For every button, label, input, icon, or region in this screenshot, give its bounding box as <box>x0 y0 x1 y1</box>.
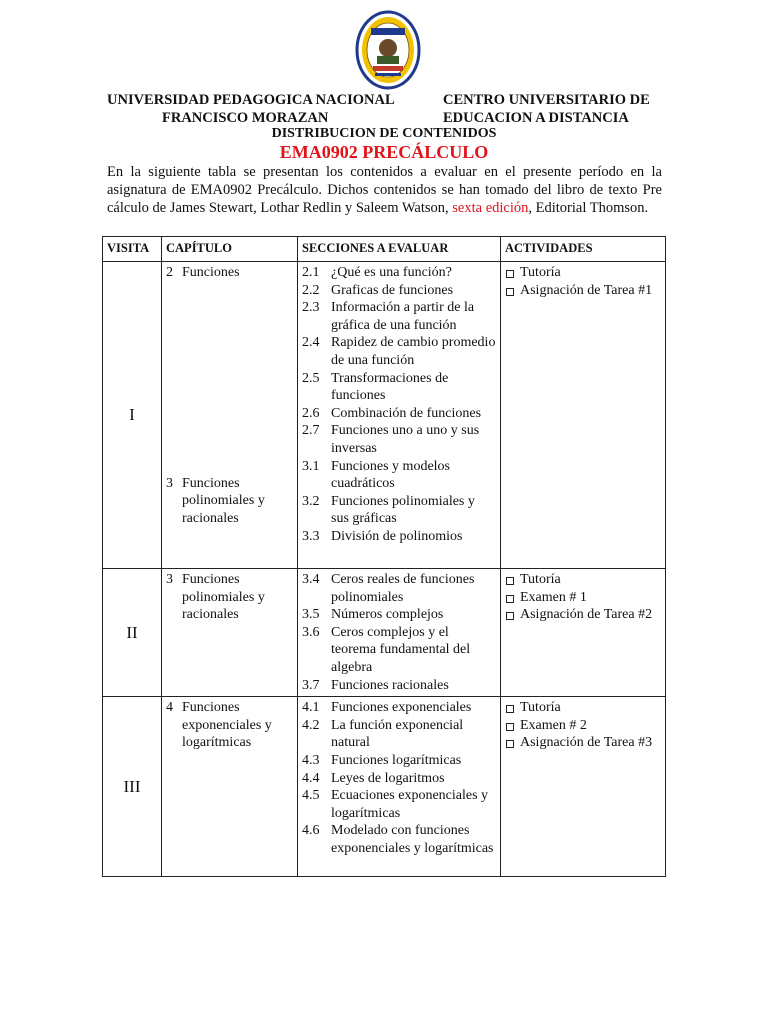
section-item <box>302 770 496 788</box>
section-title: Ceros reales de funciones polinomiales <box>331 572 475 605</box>
visita-cell: II <box>103 569 162 697</box>
section-title: Transformaciones de funciones <box>331 370 449 404</box>
center-name-line2: EDUCACION A DISTANCIA <box>443 110 629 126</box>
section-title: Funciones y modelos cuadráticos <box>331 458 450 492</box>
center-name-line1: CENTRO UNIVERSITARIO DE <box>443 92 650 108</box>
section-item <box>302 624 496 677</box>
chapter-cell <box>162 569 298 697</box>
checkbox-bullet-icon <box>506 288 514 296</box>
header-actividades: ACTIVIDADES <box>501 237 666 262</box>
section-number: 3.6 <box>302 624 320 640</box>
activity-label: Tutoría <box>520 700 561 716</box>
chapter-title: Funciones exponenciales y logarítmicas <box>182 700 272 751</box>
section-item <box>302 422 496 457</box>
header-secciones: SECCIONES A EVALUAR <box>298 237 501 262</box>
activity-item <box>505 734 661 752</box>
section-title: Leyes de logaritmos <box>331 770 445 786</box>
activity-label: Asignación de Tarea #1 <box>520 282 653 298</box>
activity-item <box>505 606 661 624</box>
university-name-line1: UNIVERSIDAD PEDAGOGICA NACIONAL <box>107 92 395 108</box>
section-title: Modelado con funciones exponenciales y logarítmicas <box>331 823 494 856</box>
table-body <box>103 262 666 877</box>
intro-text-before: En la siguiente tabla se presentan los contenidos a evaluar en el presente período en la asignatura de EMA0902 Precálculo. Dichos contenidos se han tomado del libro de texto Pre cálculo de James Stewart, Lothar Redlin y Saleem Watson, <box>107 164 662 216</box>
section-number: 4.1 <box>302 700 320 716</box>
section-title: Números complejos <box>331 607 444 623</box>
section-item <box>302 405 496 423</box>
activity-label: Tutoría <box>520 265 561 280</box>
chapter-number: 3 <box>166 572 173 587</box>
chapter-title: Funciones polinomiales y racionales <box>182 475 265 526</box>
section-title: Combinación de funciones <box>331 405 482 421</box>
content-table <box>102 236 666 877</box>
checkbox-bullet-icon <box>506 705 514 713</box>
section-number: 2.4 <box>302 335 320 351</box>
section-number: 2.1 <box>302 265 320 280</box>
activity-item <box>505 717 661 735</box>
section-item <box>302 370 496 405</box>
section-number: 3.5 <box>302 607 320 623</box>
document-subtitle: DISTRIBUCION DE CONTENIDOS <box>271 126 497 141</box>
checkbox-bullet-icon <box>506 577 514 585</box>
section-item <box>302 528 496 546</box>
section-title: Graficas de funciones <box>331 282 454 298</box>
activity-label: Asignación de Tarea #2 <box>520 607 653 623</box>
activities-cell <box>501 262 666 569</box>
activity-label: Asignación de Tarea #3 <box>520 735 653 751</box>
chapter-number: 3 <box>166 475 173 491</box>
section-number: 3.1 <box>302 458 320 474</box>
intro-text-after: , Editorial Thomson. <box>528 200 649 216</box>
section-item <box>302 717 496 752</box>
chapter-number: 4 <box>166 700 173 716</box>
section-title: Funciones uno a uno y sus inversas <box>331 423 480 456</box>
chapter-number: 2 <box>166 265 173 280</box>
section-number: 3.3 <box>302 528 320 544</box>
section-item <box>302 787 496 822</box>
chapter-title: Funciones polinomiales y racionales <box>182 572 265 623</box>
section-item <box>302 606 496 624</box>
visita-cell: III <box>103 697 162 877</box>
chapter-title: Funciones <box>182 265 240 280</box>
sections-cell <box>298 262 501 569</box>
activity-label: Tutoría <box>520 572 561 587</box>
section-item <box>302 699 496 717</box>
section-item <box>302 334 496 369</box>
section-item <box>302 677 496 695</box>
section-number: 4.4 <box>302 770 320 786</box>
activity-item <box>505 282 661 300</box>
section-number: 4.5 <box>302 788 320 804</box>
visita-cell: I <box>103 262 162 569</box>
header-capitulo: CAPÍTULO <box>162 237 298 262</box>
chapter-cell <box>162 697 298 877</box>
section-number: 3.4 <box>302 572 320 587</box>
checkbox-bullet-icon <box>506 595 514 603</box>
section-title: Funciones logarítmicas <box>331 752 462 768</box>
section-title: División de polinomios <box>331 528 463 544</box>
section-number: 2.2 <box>302 282 320 298</box>
section-title: ¿Qué es una función? <box>331 265 452 280</box>
header-visita: VISITA <box>103 237 162 262</box>
section-title: Funciones polinomiales y sus gráficas <box>331 493 475 527</box>
activity-label: Examen # 2 <box>520 717 587 733</box>
section-title: Ecuaciones exponenciales y logarítmicas <box>331 788 489 821</box>
university-seal-logo <box>355 10 421 90</box>
section-number: 2.6 <box>302 405 320 421</box>
section-number: 2.7 <box>302 423 320 439</box>
table-row <box>103 262 666 569</box>
checkbox-bullet-icon <box>506 723 514 731</box>
section-title: La función exponencial natural <box>331 717 464 751</box>
section-title: Ceros complejos y el teorema fundamental del algebra <box>331 624 471 675</box>
activities-cell <box>501 697 666 877</box>
intro-paragraph <box>107 163 662 217</box>
section-item <box>302 822 496 857</box>
activity-item <box>505 571 661 589</box>
activity-label: Examen # 1 <box>520 589 587 605</box>
section-item <box>302 571 496 606</box>
section-number: 2.5 <box>302 370 320 386</box>
section-title: Información a partir de la gráfica de una función <box>331 300 475 333</box>
activity-item <box>505 264 661 282</box>
university-name-line2: FRANCISCO MORAZAN <box>162 110 329 126</box>
intro-highlight: sexta edición <box>452 200 529 216</box>
chapter-item <box>166 475 293 528</box>
activity-item <box>505 699 661 717</box>
section-title: Rapidez de cambio promedio de una función <box>331 335 496 368</box>
sections-cell <box>298 569 501 697</box>
chapter-item <box>166 699 293 752</box>
section-item <box>302 458 496 493</box>
section-number: 3.7 <box>302 677 320 693</box>
section-number: 3.2 <box>302 493 320 509</box>
table-row <box>103 569 666 697</box>
section-title: Funciones exponenciales <box>331 700 472 716</box>
checkbox-bullet-icon <box>506 270 514 278</box>
section-item <box>302 282 496 300</box>
section-title: Funciones racionales <box>331 677 449 693</box>
section-number: 2.3 <box>302 300 320 316</box>
section-item <box>302 752 496 770</box>
section-number: 4.2 <box>302 717 320 733</box>
activity-item <box>505 589 661 607</box>
section-item <box>302 264 496 282</box>
sections-cell <box>298 697 501 877</box>
section-number: 4.6 <box>302 823 320 839</box>
course-title: EMA0902 PRECÁLCULO <box>279 142 489 162</box>
section-number: 4.3 <box>302 752 320 768</box>
chapter-cell <box>162 262 298 569</box>
table-row <box>103 697 666 877</box>
chapter-item <box>166 264 293 282</box>
table-header-row <box>103 237 666 262</box>
section-item <box>302 299 496 334</box>
checkbox-bullet-icon <box>506 612 514 620</box>
section-item <box>302 493 496 528</box>
activities-cell <box>501 569 666 697</box>
checkbox-bullet-icon <box>506 740 514 748</box>
chapter-item <box>166 571 293 624</box>
